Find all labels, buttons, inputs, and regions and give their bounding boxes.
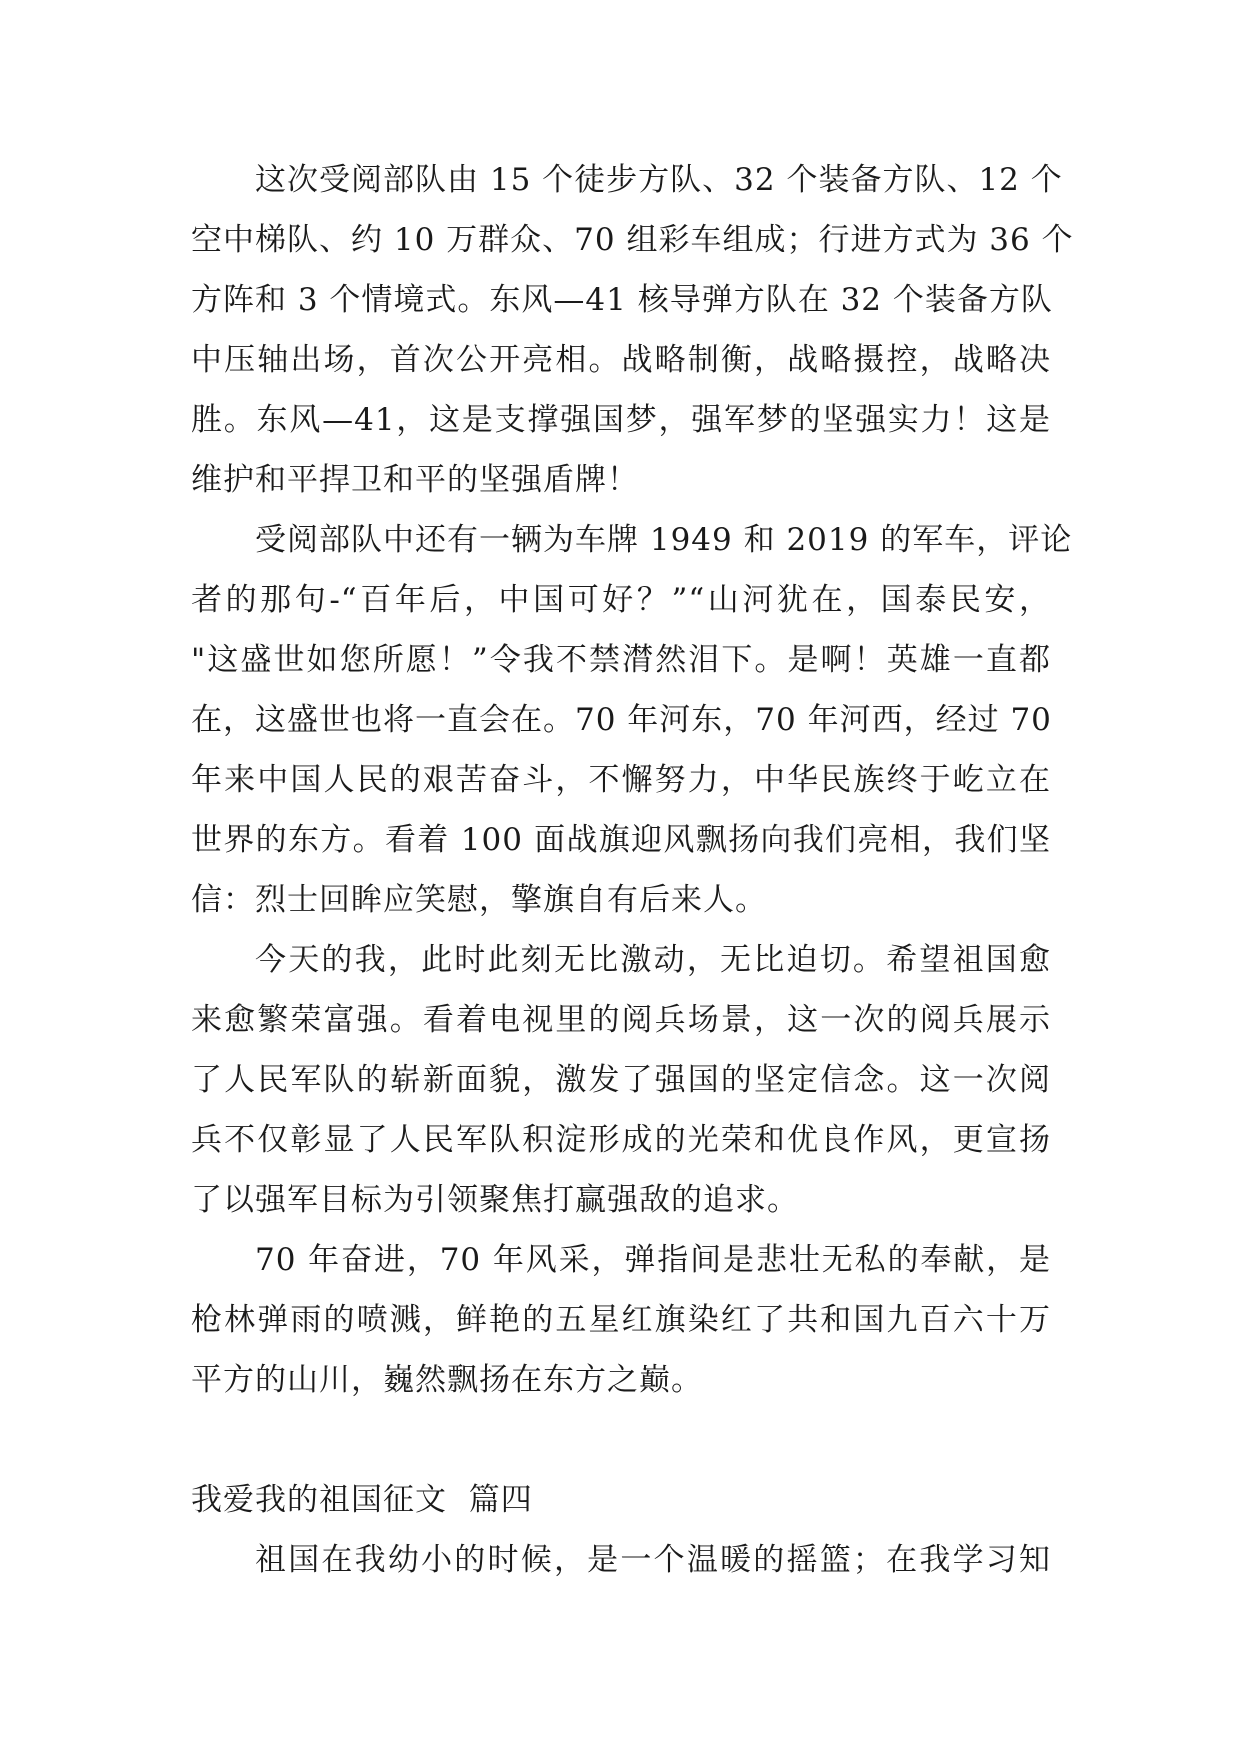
text-line: 今天的我，此时此刻无比激动，无比迫切。希望祖国愈 (255, 942, 1051, 978)
text-line: 70 年奋进，70 年风采，弹指间是悲壮无私的奉献，是 (255, 1242, 1051, 1278)
text-line: 空中梯队、约 10 万群众、70 组彩车组成；行进方式为 36 个 (191, 222, 1074, 258)
paragraph-5 (191, 1530, 1051, 1590)
paragraph-3 (191, 930, 1051, 1230)
text-line: 年来中国人民的艰苦奋斗，不懈努力，中华民族终于屹立在 (191, 762, 1051, 798)
text-line: 这次受阅部队由 15 个徒步方队、32 个装备方队、12 个 (255, 162, 1063, 198)
text-line: 了人民军队的崭新面貌，激发了强国的坚定信念。这一次阅 (191, 1062, 1051, 1098)
text-line: 了以强军目标为引领聚焦打赢强敌的追求。 (191, 1182, 799, 1218)
document-page (191, 150, 1074, 1590)
text-line: 受阅部队中还有一辆为车牌 1949 和 2019 的军车，评论 (255, 522, 1073, 558)
text-line: 兵不仅彰显了人民军队积淀形成的光荣和优良作风，更宣扬 (191, 1122, 1051, 1158)
paragraph-4 (191, 1230, 1051, 1410)
text-line: 枪林弹雨的喷溅，鲜艳的五星红旗染红了共和国九百六十万 (191, 1302, 1051, 1338)
text-line: 祖国在我幼小的时候，是一个温暖的摇篮；在我学习知 (255, 1542, 1051, 1578)
text-line: 平方的山川，巍然飘扬在东方之巅。 (191, 1362, 703, 1398)
text-line: 方阵和 3 个情境式。东风—41 核导弹方队在 32 个装备方队 (191, 282, 1053, 318)
paragraph-1 (191, 150, 1074, 510)
section-gap (191, 1410, 1051, 1470)
text-line: 在，这盛世也将一直会在。70 年河东，70 年河西，经过 70 (191, 702, 1052, 738)
text-line: 胜。东风—41，这是支撑强国梦，强军梦的坚强实力！这是 (191, 402, 1051, 438)
paragraph-2 (191, 510, 1073, 930)
section-heading: 我爱我的祖国征文 篇四 (191, 1482, 533, 1518)
text-line: 来愈繁荣富强。看着电视里的阅兵场景，这一次的阅兵展示 (191, 1002, 1051, 1038)
text-line: 信：烈士回眸应笑慰，擎旗自有后来人。 (191, 882, 767, 918)
text-line: 者的那句-“百年后，中国可好？”“山河犹在，国泰民安， (191, 582, 1051, 618)
text-line: 中压轴出场，首次公开亮相。战略制衡，战略摄控，战略决 (191, 342, 1051, 378)
text-line: "这盛世如您所愿！”令我不禁潸然泪下。是啊！英雄一直都 (191, 642, 1051, 678)
text-line: 维护和平捍卫和平的坚强盾牌！ (191, 462, 639, 498)
text-line: 世界的东方。看着 100 面战旗迎风飘扬向我们亮相，我们坚 (191, 822, 1051, 858)
